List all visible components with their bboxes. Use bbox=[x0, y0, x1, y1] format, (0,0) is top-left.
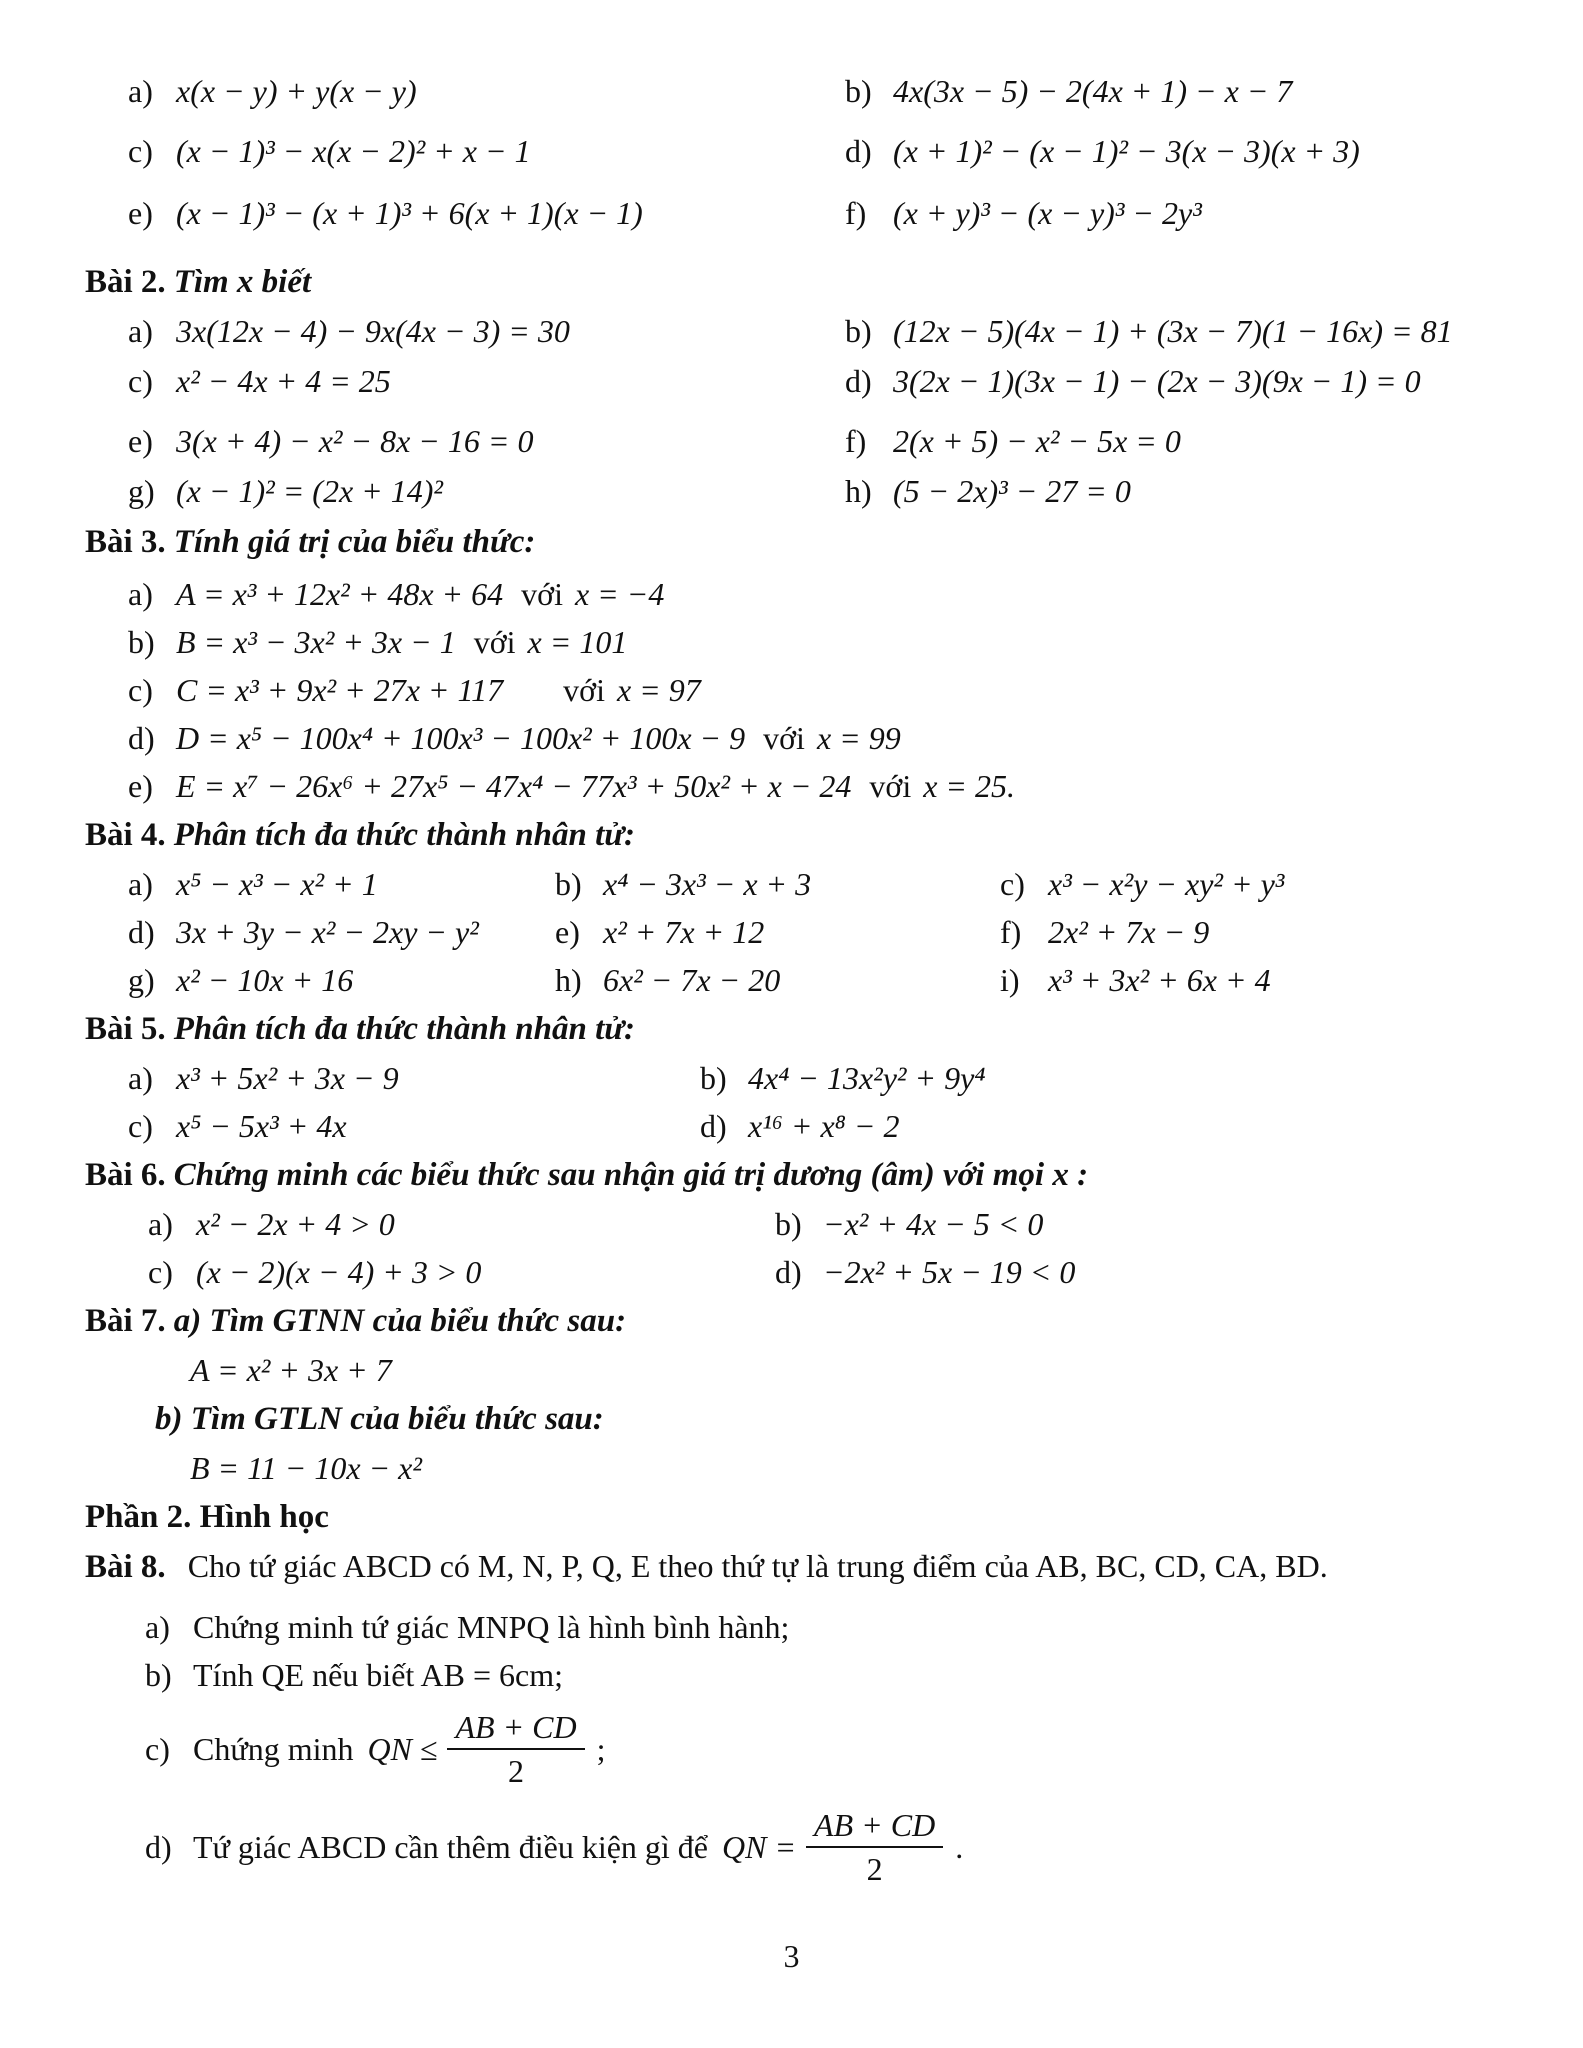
exercise-number: Bài 5. bbox=[85, 1011, 166, 1047]
ex6-item-c bbox=[148, 1248, 775, 1296]
ex6-heading bbox=[85, 1150, 1535, 1200]
item-label: b) bbox=[775, 1206, 802, 1242]
item-expression: x(x − y) + y(x − y) bbox=[176, 73, 417, 109]
ex2-item-e bbox=[128, 417, 845, 465]
ex7-part-a-title: a) Tìm GTNN của biểu thức sau: bbox=[173, 1303, 627, 1339]
item-label: a) bbox=[128, 313, 153, 349]
item-text: Chứng minh bbox=[193, 1731, 354, 1767]
item-label: c) bbox=[1000, 866, 1025, 902]
ex3-item-d bbox=[85, 714, 1535, 762]
item-condition: x = 97 bbox=[616, 672, 701, 708]
item-expression: QN ≤ bbox=[367, 1731, 438, 1767]
item-label: c) bbox=[128, 133, 153, 169]
ex4-item-g bbox=[128, 956, 555, 1004]
item-expression: x³ + 3x² + 6x + 4 bbox=[1048, 962, 1271, 998]
item-expression: (x − 1)³ − (x + 1)³ + 6(x + 1)(x − 1) bbox=[176, 195, 643, 231]
ex8-item-c bbox=[85, 1707, 1535, 1791]
ex6-item-b bbox=[775, 1200, 1535, 1248]
item-expression: x² − 10x + 16 bbox=[176, 962, 354, 998]
exercise-number: Bài 7. bbox=[85, 1303, 166, 1339]
item-expression: x² − 2x + 4 > 0 bbox=[196, 1206, 395, 1242]
exercise-title: Tính giá trị của biểu thức: bbox=[173, 524, 536, 560]
ex6-item-a bbox=[148, 1200, 775, 1248]
item-label: b) bbox=[845, 313, 872, 349]
ex3-item-a bbox=[85, 570, 1535, 618]
item-expression: −2x² + 5x − 19 < 0 bbox=[823, 1254, 1076, 1290]
ex1-row-2 bbox=[85, 127, 1535, 175]
item-label: a) bbox=[148, 1206, 173, 1242]
item-expression: x¹⁶ + x⁸ − 2 bbox=[748, 1108, 900, 1144]
part2-title: Phần 2. Hình học bbox=[85, 1499, 329, 1535]
item-expression: B = x³ − 3x² + 3x − 1 bbox=[176, 624, 456, 660]
item-expression: C = x³ + 9x² + 27x + 117 bbox=[176, 672, 504, 708]
with-label: với bbox=[763, 720, 805, 756]
ex2-item-d bbox=[845, 357, 1535, 405]
ex5-item-b bbox=[700, 1054, 1535, 1102]
item-label: b) bbox=[128, 624, 155, 660]
exercise-title: Chứng minh các biểu thức sau nhận giá trị dương (âm) với mọi x : bbox=[173, 1157, 1089, 1193]
ex4-row-2 bbox=[85, 908, 1535, 956]
item-label: c) bbox=[145, 1731, 170, 1767]
item-expression: 3x + 3y − x² − 2xy − y² bbox=[176, 914, 479, 950]
item-label: d) bbox=[128, 914, 155, 950]
item-expression: (x − 1)² = (2x + 14)² bbox=[176, 473, 443, 509]
item-label: f) bbox=[845, 423, 867, 459]
item-expression: E = x⁷ − 26x⁶ + 27x⁵ − 47x⁴ − 77x³ + 50x² + x − 24 bbox=[176, 768, 852, 804]
item-punctuation: . bbox=[955, 1829, 964, 1865]
fraction-numerator: AB + CD bbox=[806, 1805, 943, 1848]
item-expression: 4x(3x − 5) − 2(4x + 1) − x − 7 bbox=[893, 73, 1293, 109]
ex2-item-g bbox=[128, 467, 845, 515]
ex1-item-f bbox=[845, 189, 1535, 237]
item-label: e) bbox=[128, 423, 153, 459]
item-expression: (5 − 2x)³ − 27 = 0 bbox=[893, 473, 1131, 509]
item-label: b) bbox=[145, 1657, 172, 1693]
ex5-row-2 bbox=[85, 1102, 1535, 1150]
item-label: e) bbox=[555, 914, 580, 950]
item-label: a) bbox=[128, 73, 153, 109]
ex2-item-b bbox=[845, 307, 1535, 355]
ex8-item-d bbox=[85, 1805, 1535, 1889]
worksheet-content bbox=[85, 67, 1535, 1889]
with-label: với bbox=[563, 672, 605, 708]
item-expression: x³ + 5x² + 3x − 9 bbox=[176, 1060, 399, 1096]
item-label: f) bbox=[1000, 914, 1022, 950]
item-expression: A = x³ + 12x² + 48x + 64 bbox=[176, 576, 504, 612]
ex2-item-c bbox=[128, 357, 845, 405]
ex2-row-2 bbox=[85, 357, 1535, 405]
ex1-row-1 bbox=[85, 67, 1535, 115]
item-label: b) bbox=[845, 73, 872, 109]
item-label: d) bbox=[145, 1829, 172, 1865]
item-text: Tứ giác ABCD cần thêm điều kiện gì để bbox=[193, 1829, 708, 1865]
ex4-item-e bbox=[555, 908, 1000, 956]
ex5-item-c bbox=[128, 1102, 700, 1150]
item-label: d) bbox=[128, 720, 155, 756]
item-label: c) bbox=[128, 1108, 153, 1144]
item-expression: 3x(12x − 4) − 9x(4x − 3) = 30 bbox=[176, 313, 570, 349]
item-label: b) bbox=[700, 1060, 727, 1096]
ex6-item-d bbox=[775, 1248, 1535, 1296]
fraction-denominator: 2 bbox=[508, 1753, 525, 1789]
item-expression: x⁴ − 3x³ − x + 3 bbox=[603, 866, 812, 902]
item-expression: 3(x + 4) − x² − 8x − 16 = 0 bbox=[176, 423, 534, 459]
item-label: f) bbox=[845, 195, 867, 231]
ex8-item-a bbox=[85, 1603, 1535, 1651]
ex8-heading bbox=[85, 1542, 1535, 1591]
ex1-item-c bbox=[128, 127, 845, 175]
item-expression: x⁵ − 5x³ + 4x bbox=[176, 1108, 347, 1144]
ex5-heading bbox=[85, 1004, 1535, 1054]
item-text: Tính QE nếu biết AB = 6cm; bbox=[193, 1657, 563, 1693]
ex7-heading bbox=[85, 1296, 1535, 1346]
item-label: a) bbox=[145, 1609, 170, 1645]
with-label: với bbox=[869, 768, 912, 804]
item-label: d) bbox=[845, 133, 872, 169]
exercise-title: Phân tích đa thức thành nhân tử: bbox=[173, 1011, 636, 1047]
ex4-item-c bbox=[1000, 860, 1535, 908]
ex8-item-b bbox=[85, 1651, 1535, 1699]
item-label: a) bbox=[128, 1060, 153, 1096]
ex2-item-a bbox=[128, 307, 845, 355]
exercise-title: Tìm x biết bbox=[173, 264, 312, 300]
ex3-item-b bbox=[85, 618, 1535, 666]
ex2-item-h bbox=[845, 467, 1535, 515]
ex1-item-d bbox=[845, 127, 1535, 175]
item-punctuation: ; bbox=[596, 1731, 606, 1767]
ex5-item-a bbox=[128, 1054, 700, 1102]
fraction-denominator: 2 bbox=[866, 1851, 883, 1887]
item-text: Chứng minh tứ giác MNPQ là hình bình hành; bbox=[193, 1609, 790, 1645]
ex2-heading bbox=[85, 257, 1535, 307]
ex7-part-b-title: b) Tìm GTLN của biểu thức sau: bbox=[155, 1401, 604, 1437]
ex5-row-1 bbox=[85, 1054, 1535, 1102]
ex1-item-a bbox=[128, 67, 845, 115]
fraction-numerator: AB + CD bbox=[447, 1707, 584, 1750]
ex4-row-1 bbox=[85, 860, 1535, 908]
with-label: với bbox=[521, 576, 563, 612]
exercise-title: Phân tích đa thức thành nhân tử: bbox=[173, 817, 636, 853]
ex6-row-1 bbox=[85, 1200, 1535, 1248]
exercise-number: Bài 3. bbox=[85, 524, 166, 560]
item-expression: (x − 1)³ − x(x − 2)² + x − 1 bbox=[176, 133, 531, 169]
item-expression: QN = bbox=[722, 1829, 797, 1865]
ex3-heading bbox=[85, 517, 1535, 567]
fraction bbox=[447, 1707, 584, 1791]
ex8-intro-text: Cho tứ giác ABCD có M, N, P, Q, E theo thứ tự là trung điểm của AB, BC, CD, CA, BD. bbox=[187, 1548, 1328, 1584]
fraction bbox=[806, 1805, 943, 1889]
item-condition: x = 25. bbox=[923, 768, 1016, 804]
item-label: a) bbox=[128, 576, 153, 612]
exercise-number: Bài 6. bbox=[85, 1157, 166, 1193]
item-label: h) bbox=[555, 962, 582, 998]
item-label: c) bbox=[128, 363, 153, 399]
ex4-item-h bbox=[555, 956, 1000, 1004]
ex4-heading bbox=[85, 810, 1535, 860]
item-label: b) bbox=[555, 866, 582, 902]
item-expression: 3(2x − 1)(3x − 1) − (2x − 3)(9x − 1) = 0 bbox=[893, 363, 1421, 399]
item-expression: 2x² + 7x − 9 bbox=[1048, 914, 1210, 950]
ex7-expression-a: A = x² + 3x + 7 bbox=[190, 1352, 392, 1388]
item-expression: (x − 2)(x − 4) + 3 > 0 bbox=[196, 1254, 482, 1290]
item-label: a) bbox=[128, 866, 153, 902]
item-label: h) bbox=[845, 473, 872, 509]
with-label: với bbox=[473, 624, 516, 660]
ex4-item-d bbox=[128, 908, 555, 956]
item-condition: x = −4 bbox=[574, 576, 665, 612]
item-expression: (12x − 5)(4x − 1) + (3x − 7)(1 − 16x) = 81 bbox=[893, 313, 1453, 349]
ex3-item-e bbox=[85, 762, 1535, 810]
ex1-row-3 bbox=[85, 189, 1535, 237]
item-label: i) bbox=[1000, 962, 1020, 998]
ex4-item-f bbox=[1000, 908, 1535, 956]
item-expression: −x² + 4x − 5 < 0 bbox=[823, 1206, 1044, 1242]
item-expression: D = x⁵ − 100x⁴ + 100x³ − 100x² + 100x − 9 bbox=[176, 720, 746, 756]
part2-heading bbox=[85, 1492, 1535, 1542]
item-condition: x = 101 bbox=[527, 624, 628, 660]
item-label: c) bbox=[128, 672, 153, 708]
item-expression: x⁵ − x³ − x² + 1 bbox=[176, 866, 378, 902]
ex2-row-3 bbox=[85, 417, 1535, 465]
exercise-number: Bài 4. bbox=[85, 817, 166, 853]
item-label: d) bbox=[775, 1254, 802, 1290]
item-label: e) bbox=[128, 768, 153, 804]
item-expression: 2(x + 5) − x² − 5x = 0 bbox=[893, 423, 1181, 459]
ex1-item-e bbox=[128, 189, 845, 237]
item-label: d) bbox=[845, 363, 872, 399]
ex2-row-4 bbox=[85, 467, 1535, 515]
item-expression: 6x² − 7x − 20 bbox=[603, 962, 781, 998]
page-number: 3 bbox=[783, 1938, 800, 1974]
ex5-item-d bbox=[700, 1102, 1535, 1150]
item-label: g) bbox=[128, 473, 155, 509]
ex4-item-i bbox=[1000, 956, 1535, 1004]
item-label: c) bbox=[148, 1254, 173, 1290]
ex1-item-b bbox=[845, 67, 1535, 115]
item-expression: 4x⁴ − 13x²y² + 9y⁴ bbox=[748, 1060, 986, 1096]
item-expression: x² − 4x + 4 = 25 bbox=[176, 363, 391, 399]
item-expression: (x + y)³ − (x − y)³ − 2y³ bbox=[893, 195, 1202, 231]
ex4-row-3 bbox=[85, 956, 1535, 1004]
ex6-row-2 bbox=[85, 1248, 1535, 1296]
item-expression: x² + 7x + 12 bbox=[603, 914, 765, 950]
ex7-part-b-heading bbox=[85, 1394, 1535, 1444]
item-expression: x³ − x²y − xy² + y³ bbox=[1048, 866, 1285, 902]
exercise-number: Bài 2. bbox=[85, 264, 166, 300]
item-label: d) bbox=[700, 1108, 727, 1144]
item-expression: (x + 1)² − (x − 1)² − 3(x − 3)(x + 3) bbox=[893, 133, 1360, 169]
item-label: g) bbox=[128, 962, 155, 998]
ex2-row-1 bbox=[85, 307, 1535, 355]
ex2-item-f bbox=[845, 417, 1535, 465]
ex3-item-c bbox=[85, 666, 1535, 714]
exercise-number: Bài 8. bbox=[85, 1549, 166, 1585]
ex4-item-b bbox=[555, 860, 1000, 908]
item-condition: x = 99 bbox=[816, 720, 901, 756]
item-label: e) bbox=[128, 195, 153, 231]
ex4-item-a bbox=[128, 860, 555, 908]
ex7-expression-b: B = 11 − 10x − x² bbox=[190, 1450, 422, 1486]
